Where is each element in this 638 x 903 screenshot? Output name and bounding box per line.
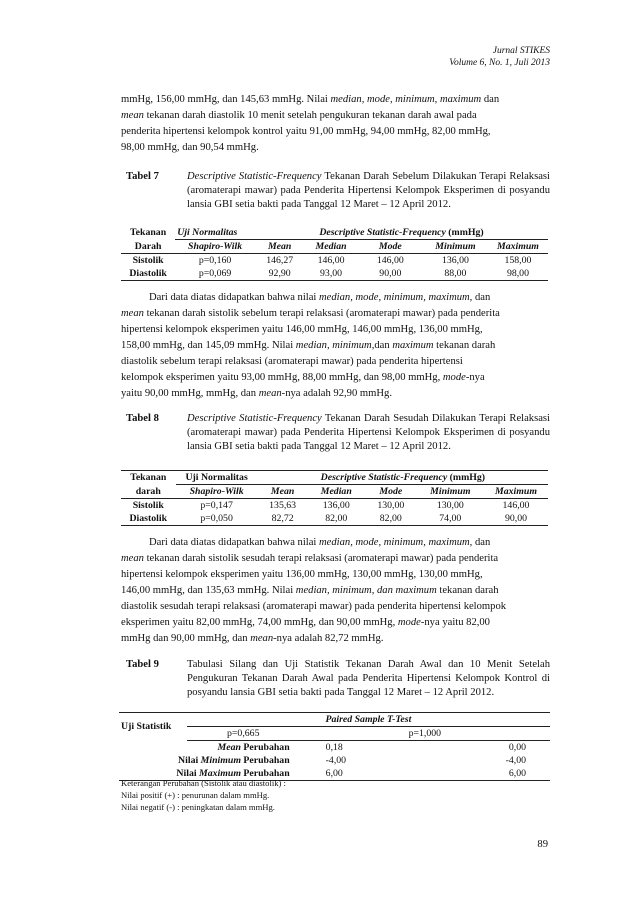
cell: 0,18 [325, 742, 343, 753]
paragraph-1 [121, 92, 550, 156]
caption-text: Tekanan Darah Sesudah Dilakukan Terapi Relaksasi (aromaterapi mawar) pada Penderita Hipertensi Kelompok Eksperimen di posyandu lansia GBI setia bakti pada Tanggal 12 Maret – 12 April 2012. [187, 413, 550, 452]
journal-header [449, 45, 550, 69]
cell: p=0,050 [176, 512, 258, 526]
header-maximum: Maximum [488, 240, 548, 254]
header-mean: Mean [255, 240, 304, 254]
table-9-caption [121, 658, 550, 700]
text: Perubahan [240, 742, 290, 753]
cell: Diastolik [121, 267, 175, 281]
paragraph-2 [121, 290, 550, 402]
cell: 93,00 [304, 267, 357, 281]
cell: 158,00 [504, 255, 532, 266]
text-italic: Descriptive Statistic-Frequency [320, 472, 448, 483]
text: Nilai [178, 755, 201, 766]
cell: -4,00 [505, 755, 526, 766]
table-row [119, 741, 550, 755]
text: kelompok eksperimen yaitu 93,00 mmHg, 88,00 mmHg, dan 98,00 mmHg, [121, 372, 443, 383]
table-9 [119, 712, 550, 781]
cell: 74,00 [417, 512, 484, 526]
text: Dari data diatas didapatkan bahwa nilai [149, 537, 320, 548]
text-italic: mean [121, 110, 144, 121]
text: Perubahan [240, 768, 290, 779]
text-italic: median, mode, minimum, maximum, [319, 537, 473, 548]
text-italic: median, mode, minimum, maximum, [319, 292, 473, 303]
cell: p=0,665 [187, 727, 300, 741]
table-9-label: Tabel 9 [126, 659, 159, 670]
table-7 [121, 226, 548, 281]
text-italic: mean [258, 388, 282, 399]
cell: 6,00 [300, 767, 407, 781]
text-italic: Descriptive Statistic-Frequency [319, 227, 446, 238]
cell: 146,00 [317, 255, 345, 266]
text: tekanan darah diastolik 10 menit setelah pengukuran tekanan darah awal pada [143, 110, 477, 121]
text-italic: mean [250, 633, 274, 644]
text: dan [374, 340, 393, 351]
text-italic: mode [442, 372, 466, 383]
cell: 0,00 [508, 742, 526, 753]
text-italic: Minimum [200, 755, 241, 766]
table-8-label: Tabel 8 [126, 413, 159, 424]
table-8 [121, 470, 548, 526]
table-row [121, 267, 548, 281]
header-maximum: Maximum [484, 485, 548, 499]
text-italic: mode [397, 617, 421, 628]
header-median: Median [308, 485, 365, 499]
table-row [121, 254, 548, 268]
cell: 98,00 [488, 267, 548, 281]
text-italic: Mean [217, 742, 241, 753]
text-italic: median, minimum, [295, 340, 375, 351]
text: dan [472, 292, 491, 303]
text: -nya yaitu 82,00 [420, 617, 490, 628]
text: mmHg dan 90,00 mmHg, dan [121, 633, 251, 644]
cell: Sistolik [132, 500, 164, 511]
cell: p=0,069 [175, 267, 255, 281]
text: yaitu 90,00 mmHg, mmHg, dan [121, 388, 259, 399]
text-italic: mean [121, 553, 144, 564]
text: -nya [465, 372, 485, 383]
cell: p=0,147 [200, 500, 233, 511]
note-line: Keterangan Perubahan (Sistolik atau diastolik) : [121, 778, 286, 788]
table-8-caption [121, 412, 550, 454]
text: tekanan darah sistolik sebelum terapi relaksasi (aromaterapi mawar) pada penderita [143, 308, 500, 319]
text: Nilai [176, 768, 200, 779]
text: eksperimen yaitu 82,00 mmHg, 74,00 mmHg, dan 90,00 mmHg, [121, 617, 398, 628]
text: hipertensi kelompok eksperimen yaitu 136,00 mmHg, 130,00 mmHg, 130,00 mmHg, [121, 569, 483, 580]
cell: 90,00 [484, 512, 548, 526]
caption-italic: Descriptive Statistic-Frequency [187, 413, 322, 424]
text: Dari data diatas didapatkan bahwa nilai [149, 292, 320, 303]
text-italic: mean [121, 308, 144, 319]
header-paired: Paired Sample T-Test [187, 713, 550, 727]
header-minimum: Minimum [417, 485, 484, 499]
cell: 82,00 [308, 512, 365, 526]
header-tekanan: Tekanan [130, 227, 167, 239]
table-7-label: Tabel 7 [126, 171, 159, 182]
header-minimum: Minimum [423, 240, 488, 254]
caption-text: Tabulasi Silang dan Uji Statistik Tekanan Darah Awal dan 10 Menit Setelah Pengukuran Tekanan Darah Awal pada Penderita Hipertensi Kelompok Kontrol di posyandu lansia GBI setia bakti pada Tanggal 12 Maret – 12 April 2012. [187, 659, 550, 698]
row-label [119, 741, 300, 755]
cell: 146,27 [266, 255, 294, 266]
header-descriptive [258, 471, 548, 485]
header-shapiro: Shapiro-Wilk [176, 485, 258, 499]
text: penderita hipertensi kelompok kontrol yaitu 91,00 mmHg, 94,00 mmHg, 82,00 mmHg, [121, 126, 491, 137]
text: Perubahan [240, 755, 290, 766]
text: 98,00 mmHg, dan 90,54 mmHg. [121, 142, 259, 153]
journal-volume: Volume 6, No. 1, Juli 2013 [449, 58, 550, 68]
cell: 82,00 [365, 512, 417, 526]
text: tekanan darah sistolik sesudah terapi relaksasi (aromaterapi mawar) pada penderita [143, 553, 499, 564]
journal-name: Jurnal STIKES [492, 46, 550, 56]
cell: 146,00 [502, 500, 530, 511]
header-median: Median [304, 240, 357, 254]
cell: 136,00 [322, 500, 350, 511]
text: hipertensi kelompok eksperimen yaitu 146,00 mmHg, 146,00 mmHg, 136,00 mmHg, [121, 324, 483, 335]
header-tekanan: Tekanan [121, 471, 176, 485]
cell: 146,00 [376, 255, 404, 266]
table-9-notes [121, 777, 286, 813]
table-row [121, 512, 548, 526]
text: -nya adalah 82,72 mmHg. [273, 633, 384, 644]
text: dan [472, 537, 491, 548]
page-number: 89 [537, 839, 548, 850]
text: tekanan darah [436, 585, 499, 596]
text-italic: maximum [392, 340, 434, 351]
text-italic: median, mode, minimum, maximum [330, 94, 482, 105]
text: (mmHg) [447, 472, 486, 483]
text: -nya adalah 92,90 mmHg. [281, 388, 392, 399]
text: 146,00 mmHg, dan 135,63 mmHg. Nilai [121, 585, 296, 596]
text: (mmHg) [445, 227, 484, 238]
caption-italic: Descriptive Statistic-Frequency [187, 171, 322, 182]
paragraph-3 [121, 535, 550, 647]
cell: 90,00 [358, 267, 423, 281]
text: diastolik sebelum terapi relaksasi (aromaterapi mawar) pada penderita hipertensi [121, 356, 463, 367]
header-darah: darah [121, 485, 176, 499]
cell: Diastolik [121, 512, 176, 526]
cell: 6,00 [406, 767, 550, 781]
cell: 92,90 [255, 267, 304, 281]
note-line: Nilai positif (+) : penurunan dalam mmHg. [121, 790, 270, 800]
row-label [119, 754, 300, 767]
text: tekanan darah [433, 340, 496, 351]
text: 158,00 mmHg, dan 145,09 mmHg. Nilai [121, 340, 296, 351]
header-mode: Mode [365, 485, 417, 499]
cell: 82,72 [258, 512, 308, 526]
cell: Sistolik [132, 255, 164, 266]
header-descriptive [255, 226, 548, 240]
header-shapiro: Shapiro-Wilk [175, 240, 255, 254]
cell: p=0,160 [198, 255, 232, 266]
cell: -4,00 [325, 755, 347, 766]
table-row [119, 754, 550, 767]
text-italic: Maximum [199, 768, 241, 779]
cell: 136,00 [441, 255, 469, 266]
text: mmHg, 156,00 mmHg, dan 145,63 mmHg. Nilai [121, 94, 331, 105]
header-darah: Darah [121, 240, 175, 254]
cell: p=1,000 [300, 727, 550, 741]
cell: 130,00 [377, 500, 405, 511]
header-uji-normalitas: Uji Normalitas [176, 471, 258, 485]
note-line: Nilai negatif (-) : peningkatan dalam mmHg. [121, 802, 275, 812]
header-uji-normalitas: Uji Normalitas [175, 226, 255, 240]
text: diastolik sesudah terapi relaksasi (aromaterapi mawar) pada penderita hipertensi kelompok [121, 601, 507, 612]
cell: 135,63 [269, 500, 297, 511]
table-row [121, 499, 548, 513]
cell: 130,00 [436, 500, 464, 511]
cell: 88,00 [423, 267, 488, 281]
header-uji-statistik: Uji Statistik [119, 713, 187, 741]
header-mean: Mean [258, 485, 308, 499]
caption-text: Tekanan Darah Sebelum Dilakukan Terapi Relaksasi (aromaterapi mawar) pada Penderita Hipertensi Kelompok Eksperimen di posyandu lansia GBI setia bakti pada Tanggal 12 Maret – 12 April 2012. [187, 171, 550, 210]
text-italic: median, minimum, dan maximum [295, 585, 437, 596]
table-7-caption [121, 170, 550, 212]
text: dan [481, 94, 500, 105]
header-mode: Mode [358, 240, 423, 254]
